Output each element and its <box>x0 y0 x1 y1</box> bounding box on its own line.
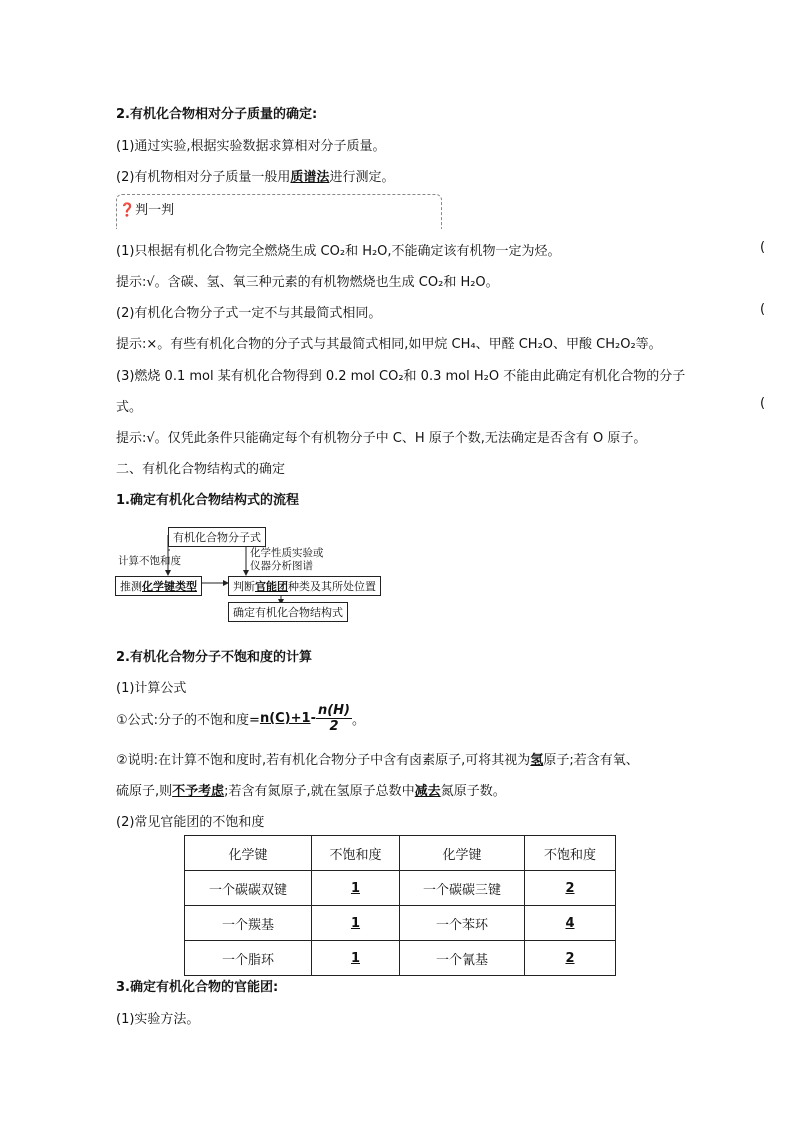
flow-box-bond-type <box>115 576 202 596</box>
formula-fraction <box>316 703 352 734</box>
judge-title: ❓判一判 <box>119 203 175 218</box>
text: ①公式:分子的不饱和度= <box>116 713 260 728</box>
key-term: 不予考虑 <box>172 784 225 799</box>
text: 。 <box>352 713 366 728</box>
text: ②说明:在计算不饱和度时,若有机化合物分子中含有卤素原子,可将其视为 <box>116 753 531 768</box>
hint-3: 提示:√。仅凭此条件只能确定每个有机物分子中 C、H 原子个数,无法确定是否含有 O 原子。 <box>116 431 647 446</box>
answer-paren: ( <box>760 240 766 255</box>
section-heading: 1.确定有机化合物结构式的流程 <box>116 493 299 508</box>
text: 氮原子数。 <box>440 784 506 799</box>
table-cell: 一个脂环 <box>185 941 312 976</box>
question-2: (2)有机化合物分子式一定不与其最简式相同。 <box>116 306 382 321</box>
table-cell: 一个苯环 <box>400 906 525 941</box>
fraction-numerator: n(H) <box>317 703 350 718</box>
table-row <box>185 906 616 941</box>
hint-2: 提示:×。有些有机化合物的分子式与其最简式相同,如甲烷 CH₄、甲醛 CH₂O、甲酸 CH₂O₂等。 <box>116 337 662 352</box>
formula-term: n(C)+1 <box>259 711 311 726</box>
answer-paren: ( <box>760 396 766 411</box>
question-3: (3)燃烧 0.1 mol 某有机化合物得到 0.2 mol CO₂和 0.3 mol H₂O 不能由此确定有机化合物的分子 <box>116 369 686 384</box>
key-term: 氢 <box>530 753 544 768</box>
table-cell: 2 <box>525 941 616 976</box>
key-term: 减去 <box>414 784 441 799</box>
question-1: (1)只根据有机化合物完全燃烧生成 CO₂和 H₂O,不能确定该有机物一定为烃。 <box>116 244 561 259</box>
table-cell: 一个碳碳双键 <box>185 871 312 906</box>
flow-label-right-1: 化学性质实验或 <box>250 547 324 559</box>
text: 推测 <box>120 580 142 593</box>
answer-paren: ( <box>760 302 766 317</box>
saturation-table <box>184 835 616 976</box>
table-cell: 一个羰基 <box>185 906 312 941</box>
table-cell: 2 <box>525 871 616 906</box>
flow-box-functional-group <box>228 576 381 596</box>
key-term: 化学键类型 <box>142 580 197 593</box>
section-heading: 2.有机化合物相对分子质量的确定: <box>116 107 318 122</box>
question-3-cont: 式。 <box>116 400 143 415</box>
text: 进行测定。 <box>329 170 395 185</box>
key-term: 质谱法 <box>290 170 330 185</box>
flow-box-formula: 有机化合物分子式 <box>168 527 266 547</box>
section-heading: 3.确定有机化合物的官能团: <box>116 980 279 995</box>
fraction-denominator: 2 <box>329 719 339 734</box>
text: 原子;若含有氧、 <box>543 753 639 768</box>
hint-1: 提示:√。含碳、氢、氧三种元素的有机物燃烧也生成 CO₂和 H₂O。 <box>116 275 499 290</box>
table-header: 化学键 <box>400 836 525 871</box>
paragraph: (1)通过实验,根据实验数据求算相对分子质量。 <box>116 139 386 154</box>
text: 硫原子,则 <box>116 784 173 799</box>
table-header: 不饱和度 <box>525 836 616 871</box>
table-header: 不饱和度 <box>312 836 400 871</box>
paragraph <box>116 166 394 185</box>
paragraph <box>116 780 506 799</box>
section-heading: 2.有机化合物分子不饱和度的计算 <box>116 650 312 665</box>
formula-line <box>116 703 365 734</box>
table-row <box>185 941 616 976</box>
paragraph: (2)常见官能团的不饱和度 <box>116 815 265 830</box>
formula-minus: - <box>310 711 316 726</box>
table-cell: 1 <box>312 871 400 906</box>
paragraph <box>116 749 639 768</box>
paragraph: (1)实验方法。 <box>116 1012 200 1027</box>
flow-label-left: 计算不饱和度 <box>118 555 181 567</box>
part-heading: 二、有机化合物结构式的确定 <box>116 462 286 477</box>
paragraph: (1)计算公式 <box>116 681 187 696</box>
table-cell: 一个氰基 <box>400 941 525 976</box>
flow-label-right-2: 仪器分析图谱 <box>250 560 313 572</box>
text: 种类及其所处位置 <box>288 580 376 593</box>
table-cell: 1 <box>312 941 400 976</box>
table-cell: 一个碳碳三键 <box>400 871 525 906</box>
table-cell: 4 <box>525 906 616 941</box>
table-row <box>185 871 616 906</box>
text: ;若含有氮原子,就在氢原子总数中 <box>224 784 415 799</box>
text: (2)有机物相对分子质量一般用 <box>116 170 291 185</box>
table-header-row <box>185 836 616 871</box>
key-term: 官能团 <box>255 580 288 593</box>
table-cell: 1 <box>312 906 400 941</box>
text: 判断 <box>233 580 255 593</box>
table-header: 化学键 <box>185 836 312 871</box>
flow-box-structure: 确定有机化合物结构式 <box>228 602 348 622</box>
